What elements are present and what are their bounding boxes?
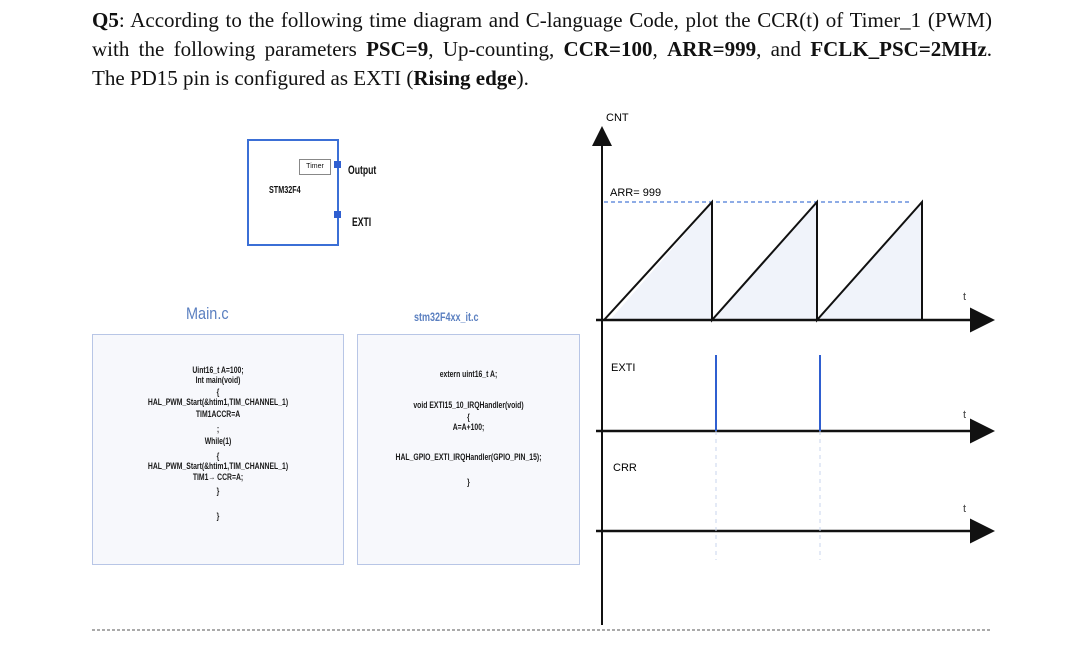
- exti-pin: [334, 211, 341, 218]
- question-part-2: , Up-counting,: [428, 37, 564, 61]
- t-label-ccr: t: [963, 503, 967, 515]
- output-label: Output: [348, 163, 377, 177]
- code-line: {: [467, 412, 470, 423]
- question-part-6: ).: [516, 66, 529, 90]
- code-line: HAL_PWM_Start(&htim1,TIM_CHANNEL_1): [147, 461, 289, 472]
- question-label: Q5: [92, 8, 119, 32]
- code-line: }: [216, 486, 220, 497]
- sawtooth-fill: [610, 202, 923, 320]
- code-line: {: [216, 387, 220, 398]
- question-text: [92, 6, 992, 93]
- ccr-label: CRR: [613, 462, 637, 474]
- question-part-5: . The PD15 pin is configured as EXTI (: [92, 37, 993, 90]
- mcu-block: [247, 139, 339, 246]
- main-c-title: Main.c: [186, 304, 229, 323]
- question-part-4: , and: [756, 37, 811, 61]
- arr-label: ARR= 999: [610, 187, 662, 199]
- question-part-3: ,: [652, 37, 668, 61]
- code-line: ;: [216, 424, 220, 435]
- exti-pin-label: EXTI: [352, 215, 372, 229]
- code-line: A=A+100;: [452, 422, 485, 433]
- code-line: }: [467, 477, 470, 488]
- t-label-exti: t: [963, 409, 967, 421]
- param-psc: PSC=9: [366, 37, 429, 61]
- param-ccr: CCR=100: [563, 37, 653, 61]
- param-fclk: FCLK_PSC=2MHz: [810, 37, 987, 61]
- output-pin: [334, 161, 341, 168]
- timer-tag: Timer: [299, 159, 331, 175]
- code-line: HAL_PWM_Start(&htim1,TIM_CHANNEL_1): [147, 397, 289, 408]
- code-line: }: [216, 511, 220, 522]
- cnt-label: CNT: [606, 112, 629, 124]
- param-arr: ARR=999: [667, 37, 757, 61]
- cnt-sawtooth: [604, 202, 922, 320]
- rising-edge-text: Rising edge: [413, 66, 517, 90]
- code-line: void EXTI15_10_IRQHandler(void): [413, 400, 524, 411]
- code-line: TIM1→ CCR=A;: [192, 472, 244, 483]
- code-line: Uint16_t A=100;: [192, 365, 244, 376]
- it-c-title: stm32F4xx_it.c: [414, 310, 479, 324]
- main-c-code-box: [92, 334, 344, 565]
- exti-label: EXTI: [611, 362, 636, 374]
- chip-label: STM32F4: [269, 185, 301, 196]
- code-line: While(1): [204, 436, 232, 447]
- code-line: TIM1ACCR=A: [195, 409, 241, 420]
- t-label-cnt: t: [963, 291, 967, 303]
- code-line: HAL_GPIO_EXTI_IRQHandler(GPIO_PIN_15);: [395, 452, 542, 463]
- code-line: Int main(void): [195, 375, 241, 386]
- code-line: extern uint16_t A;: [439, 369, 498, 380]
- question-part-1: : According to the following time diagram and C-language Code, plot the CCR(t) of Timer_1 (PWM) with the following parameters: [92, 8, 992, 61]
- it-c-code-box: [357, 334, 580, 565]
- code-line: {: [216, 451, 220, 462]
